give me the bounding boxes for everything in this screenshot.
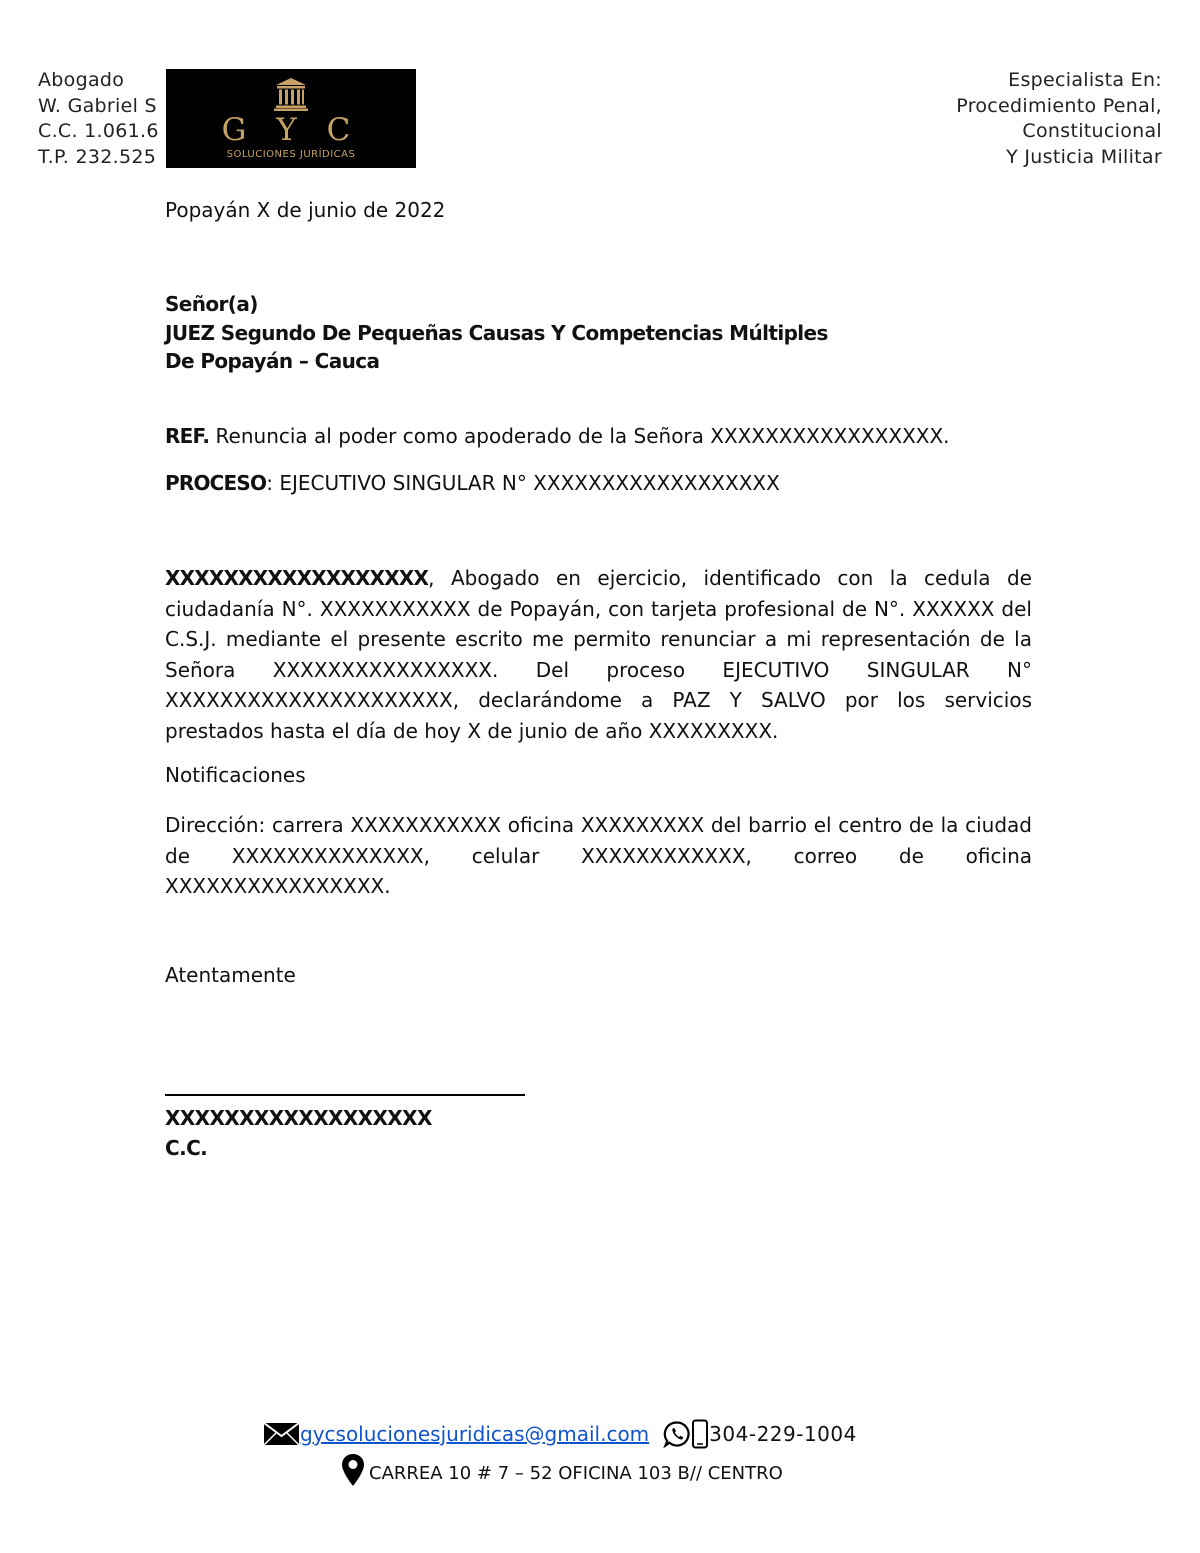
signature-line — [165, 1094, 525, 1096]
address-paragraph: Dirección: carrera XXXXXXXXXXX oficina XXXXXXXXX del barrio el centro de la ciudad de XXXXXXXXXXXXXX, celular XXXXXXXXXXXX, correo de oficina XXXXXXXXXXXXXXXX. — [165, 813, 1032, 899]
location-pin-icon — [340, 1453, 366, 1487]
mobile-phone-icon — [691, 1419, 709, 1449]
specialty-line: Y Justicia Militar — [1006, 145, 1162, 168]
column-building-icon — [274, 77, 308, 111]
lawyer-license: T.P. 232.525 — [38, 145, 157, 168]
notifications-label: Notificaciones — [165, 763, 306, 787]
reference-line — [165, 424, 1032, 448]
lawyer-name: W. Gabriel S — [38, 94, 157, 117]
signature-id: C.C. — [165, 1136, 208, 1160]
logo-subtitle: SOLUCIONES JURÍDICAS — [226, 149, 356, 160]
envelope-icon — [263, 1421, 300, 1447]
office-address: CARREA 10 # 7 – 52 OFICINA 103 B// CENTRO — [369, 1463, 783, 1484]
body-paragraph — [165, 563, 1032, 747]
specialty-block — [956, 68, 1162, 170]
letter-date: Popayán X de junio de 2022 — [165, 198, 446, 222]
signature-name: XXXXXXXXXXXXXXXXXX — [165, 1106, 432, 1130]
process-label: PROCESO — [165, 471, 267, 495]
closing-text: Atentamente — [165, 963, 296, 987]
lawyer-title: Abogado — [38, 69, 125, 91]
process-text: : EJECUTIVO SINGULAR N° XXXXXXXXXXXXXXXXXX — [266, 471, 780, 495]
signature-block — [165, 1103, 1032, 1163]
footer-address-line — [340, 1447, 783, 1487]
recipient-block — [165, 290, 1032, 376]
whatsapp-icon — [663, 1420, 691, 1448]
specialty-line: Procedimiento Penal, — [956, 94, 1162, 117]
recipient-title: JUEZ Segundo De Pequeñas Causas Y Competencias Múltiples — [165, 320, 828, 345]
footer-contact-line — [263, 1418, 857, 1450]
firm-logo — [166, 69, 416, 168]
recipient-location: De Popayán – Cauca — [165, 349, 380, 373]
reference-label: REF. — [165, 424, 210, 448]
lawyer-info-block — [38, 68, 159, 170]
email-link[interactable]: gycsolucionesjuridicas@gmail.com — [300, 1422, 650, 1446]
specialty-heading: Especialista En: — [1008, 69, 1162, 91]
recipient-salutation: Señor(a) — [165, 292, 258, 316]
lawyer-id: C.C. 1.061.6 — [38, 120, 159, 142]
logo-letters: G Y C — [221, 112, 361, 148]
process-line — [165, 471, 1032, 495]
body-lawyer-name: XXXXXXXXXXXXXXXXXX — [165, 566, 429, 590]
specialty-line: Constitucional — [1022, 120, 1162, 142]
phone-number[interactable]: 304-229-1004 — [709, 1422, 857, 1446]
reference-text: Renuncia al poder como apoderado de la Señora XXXXXXXXXXXXXXXXX. — [209, 424, 950, 448]
body-text: , Abogado en ejercicio, identificado con la cedula de ciudadanía N°. XXXXXXXXXXX de Popayán, con tarjeta profesional de N°. XXXXXX del C.S.J. mediante el presente escrito me permito renunciar a mi representación de la Señora XXXXXXXXXXXXXXXX. Del proceso EJECUTIVO SINGULAR N° XXXXXXXXXXXXXXXXXXXXX, declarándome a PAZ Y SALVO por los servicios prestados hasta el día de hoy X de junio de año XXXXXXXXX. — [165, 566, 1032, 743]
